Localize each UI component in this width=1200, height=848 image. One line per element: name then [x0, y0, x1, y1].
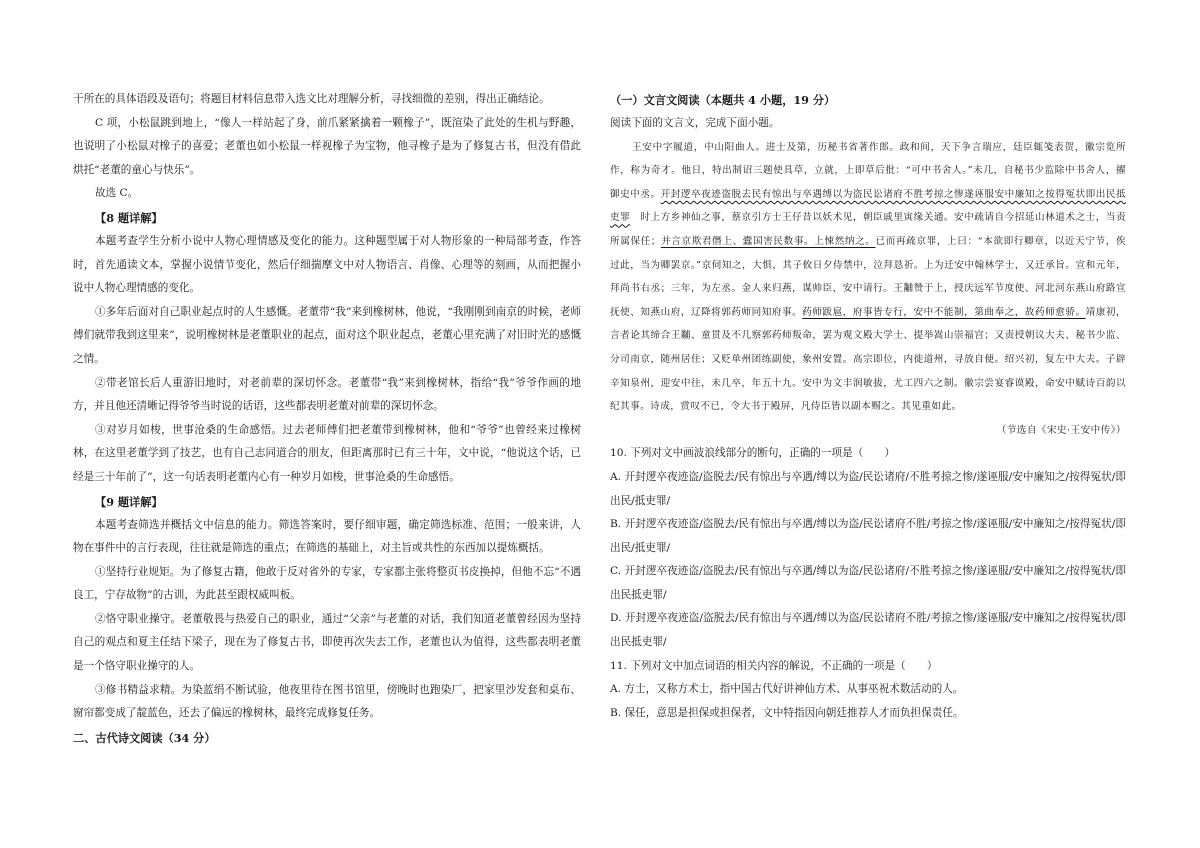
option-a: A. 方士，又称方术士，指中国古代好讲神仙方术、从事巫祝术数活动的人。 [610, 683, 964, 696]
option-b: B. 保任，意思是担保或担保者，文中特指因向朝廷推荐人才而负担保责任。 [610, 706, 964, 719]
classical-passage [610, 136, 1126, 419]
answer-text: 本题考查筛选并概括文中信息的能力。筛选答案时，要仔细审题，确定筛选标准、范围；一般来讲，人物在事件中的言行表现，往往就是筛选的重点；在筛选的基础上，对主旨或共性的东西加以提炼概括。 [73, 518, 581, 555]
passage-text: 靖康初，言者论其缔合王黼、童贯及不几察郭药师叛命，罢为观文殿大学士、提举嵩山崇福宫；又责授朝议大夫、秘书少监、分司南京，随州居住；又贬单州团练副使，象州安置。高宗即位，内徙道州，寻放自便。绍兴初，复左中大夫。子辟辛知泉州，迎安中往，未几卒，年五十九。安中为文丰润敏拔，尤工四六之制。徽宗尝宴睿谟殿，命安中赋诗百韵以纪其事。诗成，赏叹不已，令大书于殿屏，凡侍臣皆以副本赐之。其见重如此。 [610, 306, 1126, 413]
answer-text: ①坚持行业规矩。为了修复古籍，他敢于反对省外的专家，专家都主张将整页书皮换掉，但他不忘“不遇良工，宁存故物”的古训，为此甚至跟权威叫板。 [73, 565, 581, 602]
underlined-passage: 药师跋扈，府事皆专行，安中不能制，第曲奉之，故药师愈骄。 [802, 306, 1086, 318]
right-column [610, 88, 1126, 725]
section-heading: （一）文言文阅读（本题共 4 小题，19 分） [610, 93, 836, 107]
part-heading: 二、古代诗文阅读（34 分） [73, 730, 216, 745]
passage-text: 时上方乡神仙之事，蔡京引方士王仔昔以妖术见，朝臣戚里寅缘关通。安中疏请自今招延山林道术之士，当责所属保任； [610, 212, 1126, 247]
option-a: A. 开封逻卒夜迹盗/盗脱去/民有惊出与卒遇/缚以为盗/民讼诸府/不胜考掠之惨/遂诬服/安中廉知之/按得冤状/即出民/抵吏罪/ [610, 470, 1126, 507]
answer-text: C 项，小松鼠跳到地上，“像人一样站起了身，前爪紧紧擒着一颗橡子”，既渲染了此处的生机与野趣，也说明了小松鼠对橡子的喜爱；老董也如小松鼠一样视橡子为宝物，他寻橡子是为了修复古书，但没有借此烘托“老董的童心与快乐”。 [73, 116, 581, 176]
passage-source: （节选自《宋史·王安中传》） [996, 424, 1126, 436]
answer-text: ②恪守职业操守。老董敬畏与热爱自己的职业，通过“父亲”与老董的对话，我们知道老董曾经因为坚持自己的观点和夏主任结下梁子，现在为了修复古书，即使再次失去工作，老董也认为值得，这些都表明老董是一个恪守职业操守的人。 [73, 612, 581, 673]
answer-text: 本题考查学生分析小说中人物心理情感及变化的能力。这种题型属于对人物形象的一种局部考查，作答时，首先通读文本，掌握小说情节变化，然后仔细揣摩文中对人物语言、肖像、心理等的刻画，从而把握小说中人物心理情感的变化。 [73, 234, 581, 295]
option-c: C. 开封逻卒夜迹盗/盗脱去/民有惊出与卒遇/缚以为盗/民讼诸府/不胜考掠之惨/遂诬服/安中廉知之/按得冤状/即出民抵吏罪/ [610, 565, 1126, 601]
answer-text: ③修书精益求精。为染蓝绢不断试验，他夜里待在图书馆里，傍晚时也跑染厂，把家里沙发套和桌布、窗帘都变成了靛蓝色，还去了偏远的橡树林，最终完成修复任务。 [73, 683, 581, 720]
section-heading-9: 【9 题详解】 [95, 494, 163, 509]
answer-text: ②带老馆长后人重游旧地时，对老前辈的深切怀念。老董带“我”来到橡树林，指给“我”爷爷作画的地方，并且他还清晰记得爷爷当时说的话语，这些都表明老董对前辈的深切怀念。 [73, 376, 581, 413]
left-column [73, 88, 581, 750]
wavy-underlined-passage: 开封逻卒夜迹盗脱去民有惊出与卒遇缚以为盗民讼诸府不胜考掠之惨遂诬服安中廉知之按得冤状即出民抵吏罪 [610, 188, 1127, 224]
answer-text: 故选 C。 [95, 187, 139, 200]
answer-text: ③对岁月如梭，世事沧桑的生命感悟。过去老师傅们把老董带到橡树林，他和“爷爷”也曾经来过橡树林，在这里老董学到了技艺，也有自己志同道合的朋友，但距离那时已有三十年，文中说，“他说这个话，已经是三十年前了”，这一句话表明老董内心有一种岁月如梭，世事沧桑的生命感悟。 [73, 423, 581, 483]
option-b: B. 开封逻卒夜迹盗/盗脱去/民有惊出与卒遇/缚以为盗/民讼诸府不胜/考掠之惨/遂诬服/安中廉知之/按得冤状/即出民/抵吏罪/ [610, 518, 1126, 554]
underlined-passage: 并言京欺君僭上、蠹国害民数事。上悚然纳之。 [660, 235, 876, 247]
question-10: 10. 下列对文中画波浪线部分的断句，正确的一项是（ ） [610, 447, 896, 460]
question-11: 11. 下列对文中加点词语的相关内容的解说，不正确的一项是（ ） [610, 659, 938, 672]
answer-text: ①多年后面对自己职业起点时的人生感慨。老董带“我”来到橡树林，他说，“我刚刚到南京的时候，老师傅们就带我到这里来”，说明橡树林是老董职业的起点，面对这个职业起点，老董心里充满了对旧时光的感慨之情。 [73, 305, 581, 365]
passage-text: 已而再疏京罪，上曰：“本欲即行卿章，以近天宁节，俟过此，当为卿罢京。”京伺知之，大惧，其子攸日夕侍禁中，泣拜恳祈。上为迁安中翰林学士，又迁承旨。宣和元年，拜尚书右丞；三年，为左丞。金人来归燕，谋帅臣，安中请行。王黼赞于上，授庆远军节度使、河北河东燕山府路宣抚使、知燕山府，辽降将郭药师同知府事。 [610, 235, 1127, 318]
option-d: D. 开封逻卒夜迹盗/盗脱去/民有惊出与卒遇/缚以为盗/民讼诸府不胜/考掠之惨/遂诬服/安中廉知之/按得冤状/即出民抵吏罪/ [610, 612, 1126, 649]
instruction-text: 阅读下面的文言文，完成下面小题。 [610, 117, 780, 129]
passage-text: 王安中字履道，中山阳曲人。进士及第，历秘书省著作郎。政和间，天下争言瑞应，廷臣辄笺表贺，徽宗览所作，称为奇才。他日，特出制诏三题使具草，立就，上即草后批：“可中书舍人。”未几，自秘书少监除中书舍人，擢御史中丞。 [610, 141, 1126, 200]
section-heading-8: 【8 题详解】 [95, 210, 163, 225]
answer-text: 干所在的具体语段及语句；将题目材料信息带入选文比对理解分析，寻找细微的差别，得出正确结论。 [73, 93, 550, 105]
